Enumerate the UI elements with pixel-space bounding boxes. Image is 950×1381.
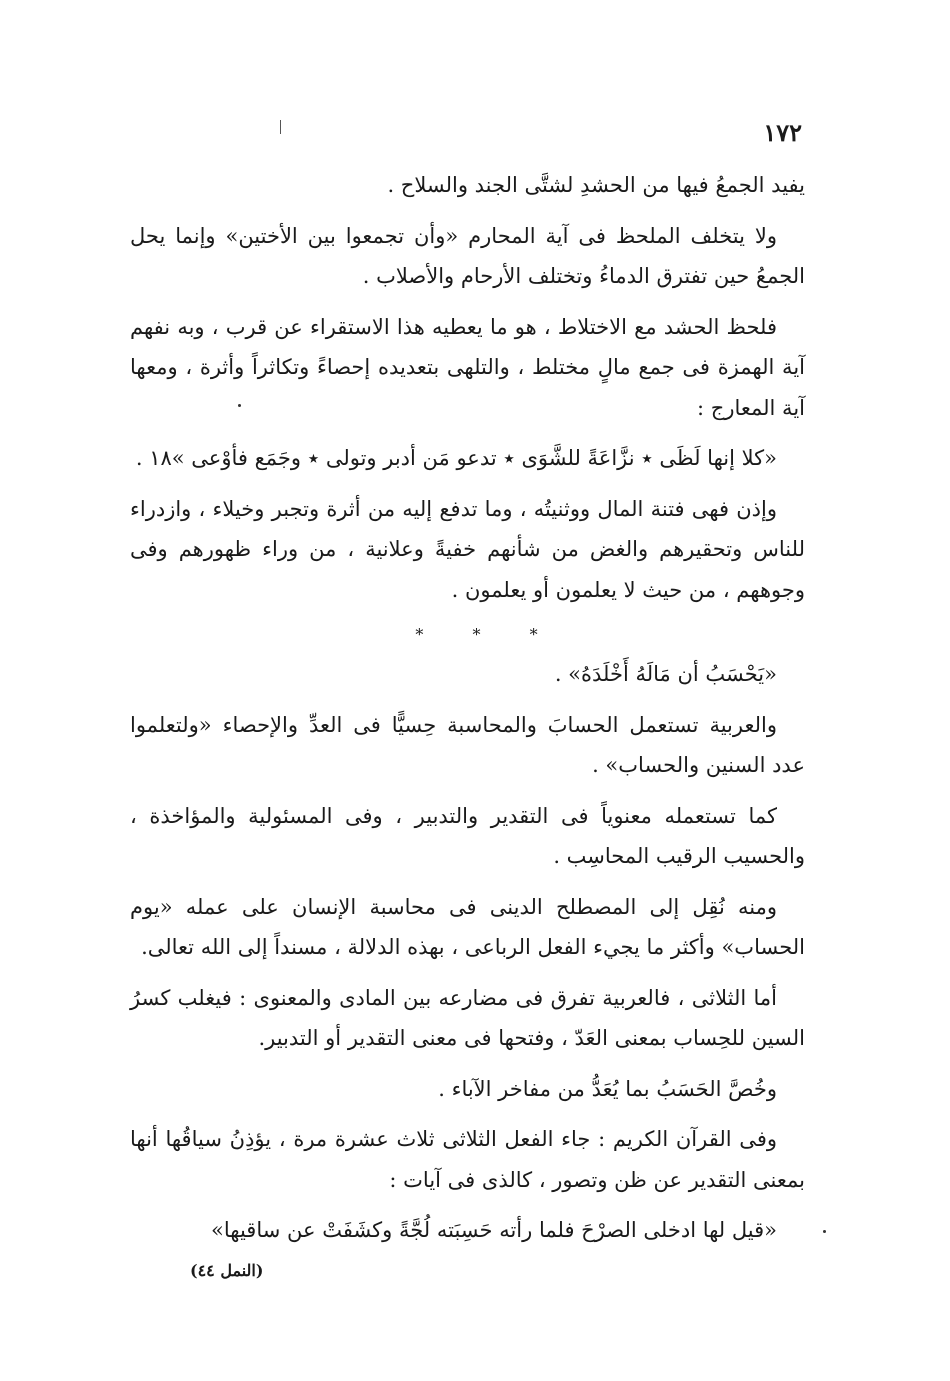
ink-speck bbox=[823, 1230, 826, 1233]
paragraph: أما الثلاثى ، فالعربية تفرق فى مضارعه بين المادى والمعنوى : فيغلب كسرُ السين للحِساب بمعنى العَدّ ، وفتحها فى معنى التقدير أو التدبير. bbox=[130, 985, 805, 1050]
paragraph: والعربية تستعمل الحسابَ والمحاسبة حِسيًّا فى العدِّ والإحصاء «ولتعلموا عدد السنين والحساب» . bbox=[130, 712, 805, 777]
paragraph: فلحظ الحشد مع الاختلاط ، هو ما يعطيه هذا الاستقراء عن قرب ، وبه نفهم آية الهمزة فى جمع مالٍ مختلط ، والتلهى بتعديده إحصاءً وتكاثراً وأثرة ، ومعها آية المعارج : bbox=[130, 314, 805, 420]
verse-citation: (النمل ٤٤) bbox=[190, 1260, 264, 1280]
quoted-verse: «قيل لها ادخلى الصرْحَ فلما رأته حَسِبَته لُجَّةً وكشَفَتْ عن ساقيها» bbox=[211, 1218, 777, 1242]
quoted-verse: «يَحْسَبُ أن مَالَهُ أَخْلَدَهُ» . bbox=[554, 662, 777, 686]
paragraph: يفيد الجمعُ فيها من الحشدِ لشتَّى الجند والسلاح . bbox=[387, 173, 805, 197]
paragraph: وخُصَّ الحَسَبُ بما يُعَدُّ من مفاخر الآباء . bbox=[438, 1076, 777, 1101]
page-number: ١٧٢ bbox=[763, 118, 802, 147]
body-text bbox=[130, 165, 805, 1295]
paragraph: ولا يتخلف الملحظ فى آية المحارم «وأن تجمعوا بين الأختين» وإنما يحل الجمعُ حين تفترق الدماءُ وتختلف الأرحام والأصلاب . bbox=[130, 223, 805, 288]
paragraph: وإذن فهى فتنة المال ووثنيتُه ، وما تدفع إليه من أثرة وتجبر وخيلاء ، وازدراء للناس وتحقيرهم والغض من شأنهم خفيةً وعلانية ، من وراء ظهورهم وفى وجوههم ، من حيث لا يعلمون أو يعلمون . bbox=[130, 496, 805, 602]
section-separator: * * * bbox=[415, 625, 560, 644]
paragraph: كما تستعمله معنوياً فى التقدير والتدبير ، وفى المسئولية والمؤاخذة ، والحسيب الرقيب المحاسِب . bbox=[130, 803, 805, 868]
paragraph: وفى القرآن الكريم : جاء الفعل الثلاثى ثلاث عشرة مرة ، يؤذِنُ سياقُها أنها بمعنى التقدير عن ظن وتصور ، كالذى فى آيات : bbox=[130, 1127, 805, 1192]
quoted-verse: «كلا إنها لَظَى ‏٭ نزَّاعَةً للشَّوَى ‏٭ تدعو مَن أدبر وتولى ‏٭ وجَمَع فأوْعى »١٨ . bbox=[135, 446, 777, 470]
margin-mark bbox=[280, 120, 281, 134]
paragraph: ومنه نُقِل إلى المصطلح الدينى فى محاسبة الإنسان على عمله «يوم الحساب» وأكثر ما يجيء الفعل الرباعى ، بهذه الدلالة ، مسنداً إلى الله تعالى. bbox=[130, 894, 805, 959]
